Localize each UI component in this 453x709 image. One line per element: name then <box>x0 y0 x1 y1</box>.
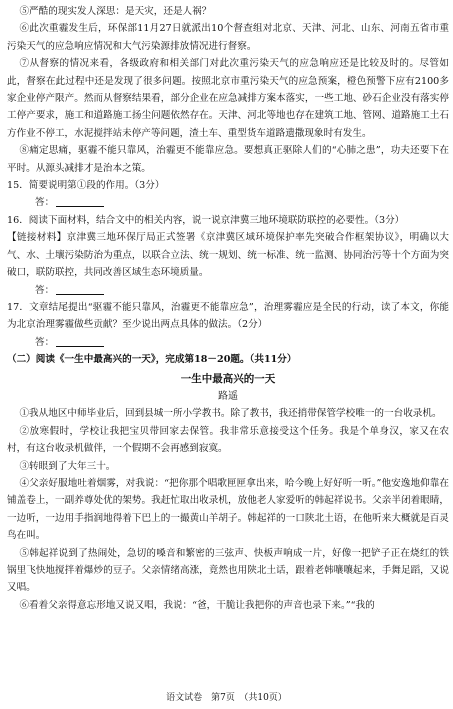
article-author: 路遥 <box>218 390 238 402</box>
link-material: 【链接材料】京津冀三地环保厅局正式签署《京津冀区域环境保护率先突破合作框架协议》，明确以大气、水、土壤污染防治为重点，以联合立法、统一规划、统一标准、统一监测、协同治污等十个方面为突破口，联防联控，共同改善区域生态环境质量。 <box>7 232 449 279</box>
passage-paragraph-5: ⑤严酷的现实发人深思：是天灾，还是人祸？ <box>19 6 212 17</box>
question-17: 17．文章结尾提出“驱霾不能只靠风，治霾更不能靠应急”，治理雾霾应是全民的行动，读了本文，你能为北京治理雾霾做些贡献？至少说出两点具体的做法。（2分） <box>7 301 449 331</box>
answer-blank[interactable] <box>56 196 104 207</box>
article-paragraph-6: ⑥看着父亲得意忘形地又说又唱，我说：“爸，干脆让我把你的声音也录下来。”“我的 <box>19 599 375 611</box>
passage-paragraph-6: ⑥此次重霾发生后，环保部11月27日就派出10个督查组对北京、天津、河北、山东、河南五省市重污染天气的应急响应情况和大气污染源排放情况进行督察。 <box>7 23 449 52</box>
answer-blank[interactable] <box>56 336 104 347</box>
page-footer: 语文试卷 第7页 （共10页） <box>166 693 287 703</box>
question-15: 15．简要说明第①段的作用。（3分） <box>7 180 165 192</box>
article-paragraph-5: ⑤韩起祥说到了热闹处，急切的嗓音和繁密的三弦声、快板声响成一片，好像一把铲子正在烧红的铁锅里飞快地搅拌着爆炒的豆子。父亲情绪高涨，竟然也用陕北土话，跟着老韩嚷嚷起来，手舞足蹈，又说又唱。 <box>7 547 449 594</box>
passage-paragraph-7: ⑦从督察的情况来看，各级政府和相关部门对此次重污染天气的应急响应还是比较及时的。尽管如此，督察在此过程中还是发现了很多问题。按照北京市重污染天气的应急预案，橙色预警下应有2100多家企业停产限产。然而从督察结果看，部分企业在应急减排方案本落实，一些工地、砂石企业没有落实停工停产要求，施工和道路施工扬尘问题依然存在。天津、河北等地也存在建筑工地、管网、道路施工土石方作业不停工，水泥搅拌站未停产等问题，渣土车、重型货车道路遗撒现象时有发生。 <box>7 58 449 139</box>
article-paragraph-1: ①我从地区中师毕业后，回到县城一所小学教书。除了教书，我还捎带保管学校唯一的一台收录机。 <box>19 408 442 420</box>
passage-paragraph-8: ⑧痛定思痛，驱霾不能只靠风，治霾更不能靠应急。要想真正驱除人们的“心肺之患”，功夫还要下在平时。从源头减排才是治本之策。 <box>7 145 449 174</box>
section-two-heading: （二）阅读《一生中最高兴的一天》，完成第18－20题。（共11分） <box>7 354 297 366</box>
answer-blank[interactable] <box>56 284 104 295</box>
answer-line-15 <box>7 194 449 211</box>
answer-label: 答： <box>35 197 55 209</box>
article-paragraph-4: ④父亲好服地吐着烟雾，对我说：“把你那个唱歌匣匣拿出来，哈今晚上好好听一听。”他安逸地仰靠在铺盖卷上，一副养尊处优的架势。我赶忙取出收录机，放他老人家爱听的韩起祥说书。父亲半闭着眼睛，一边听，一边用手指润地得着下巴上的一撮黄山羊胡子。韩起祥的一口陕北土语，在他听来大概就是百灵鸟在叫。 <box>7 477 449 542</box>
answer-label: 答： <box>35 284 55 296</box>
answer-label: 答： <box>35 336 55 348</box>
article-paragraph-3: ③转眼到了大年三十。 <box>19 460 116 472</box>
question-16: 16．阅读下面材料，结合文中的相关内容，说一说京津冀三地环境联防联控的必要性。（3分） <box>7 214 405 226</box>
article-title: 一生中最高兴的一天 <box>180 372 276 385</box>
answer-line-17 <box>7 334 449 351</box>
article-paragraph-2: ②放寒假时，学校让我把宝贝带回家去保管。我非常乐意接受这个任务。我是个单身汉，家又在农村，有这台收录机做伴，一个假期不会再感到寂寞。 <box>7 425 449 455</box>
answer-line-16 <box>7 282 449 299</box>
page-content <box>7 3 449 614</box>
